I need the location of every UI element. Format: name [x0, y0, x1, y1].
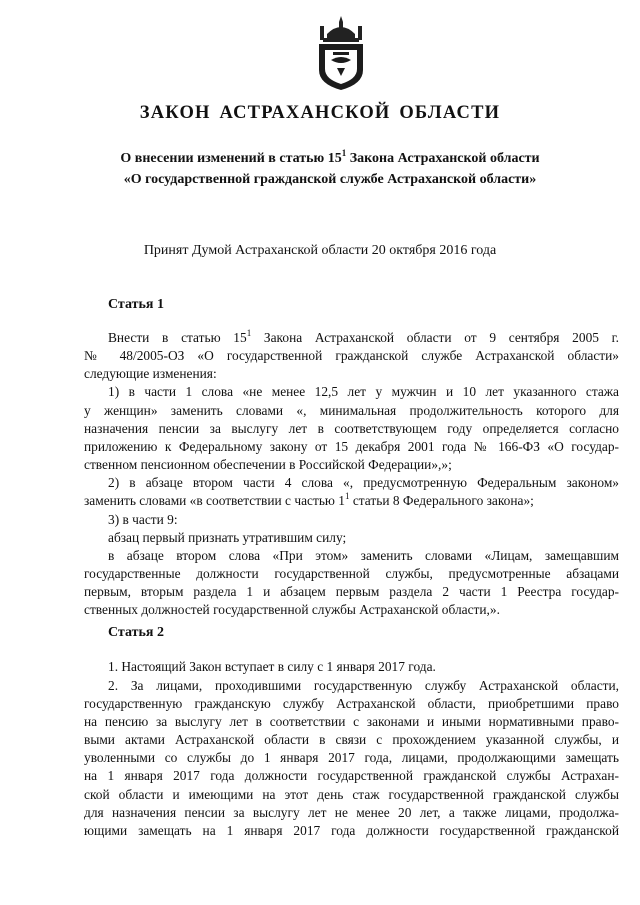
article-1-line: государственные должности государственной службы, предусмотренные абзацами [84, 566, 619, 581]
article-1-line: ственных должностей государственной службы Астраханской области,». [84, 602, 500, 617]
article-2-line: 2. За лицами, проходившими государственную службу Астраханской области, [108, 678, 619, 693]
article-2-line: на 1 января 2017 года должности государственной гражданской службы Астрахан- [84, 768, 619, 783]
article-1-line: ственном пенсионном обеспечении в Российской Федерации»,»; [84, 457, 452, 472]
article-1-line: приложению к Федеральному закону от 15 декабря 2001 года № 166-ФЗ «О государ- [84, 439, 619, 454]
law-title: ЗАКОН АСТРАХАНСКОЙ ОБЛАСТИ [139, 103, 501, 123]
article-2-line: государственную гражданскую службу Астраханской области, приобретшими право [84, 696, 619, 711]
article-1-line: первым, вторым раздела 1 и абзацем первым раздела 2 части 1 Реестра государ- [84, 584, 619, 599]
article-1-line: заменить словами «в соответствии с частью $1^1$ статьи 8 Федерального закона»; [84, 491, 534, 508]
article-1-line: у женщин» заменить словами «, минимальная продолжительность которого для [84, 403, 619, 418]
article-1-line: Внести в статью $15^1$ Закона Астраханской области от 9 сентября 2005 г. [108, 328, 619, 345]
article-2-line: для назначения пенсии за выслугу лет не менее 20 лет, а также лицами, продолжа- [84, 805, 619, 820]
article-2-line: уволенными со службы до 1 января 2017 года, лицами, продолжающими замещать [84, 750, 619, 765]
article-2-line: ской области и имеющими на этот день стаж государственной гражданской службы [84, 787, 619, 802]
article-1-line: № 48/2005-ОЗ «О государственной гражданской службе Астраханской области» [84, 348, 619, 363]
article-1-line: назначения пенсии за выслугу лет в соответствующем году определяется согласно [84, 421, 619, 436]
article-2-line: на пенсию за выслугу лет в соответствии с законами и иными нормативными право- [84, 714, 619, 729]
article-2-line: ющими замещать на 1 января 2017 года должности государственной гражданской [84, 823, 619, 838]
article-2-line: выми актами Астраханской области в связи с прохождением указанной службы, и [84, 732, 619, 747]
article-1-line: абзац первый признать утратившим силу; [108, 530, 347, 545]
astrakhan-coat-of-arms-icon [313, 14, 369, 92]
article-1-line: в абзаце втором слова «При этом» заменить словами «Лицам, замещавшим [108, 548, 619, 563]
article-1-line: 1) в части 1 слова «не менее 12,5 лет у мужчин и 10 лет указанного стажа [108, 384, 619, 399]
article-2-line: 1. Настоящий Закон вступает в силу с 1 января 2017 года. [108, 659, 436, 674]
article-1-line: следующие изменения: [84, 366, 217, 381]
law-subtitle-line-1: О внесении изменений в статью $15^1$ Закона Астраханской области [120, 148, 540, 166]
article-1-heading: Статья 1 [108, 297, 164, 312]
article-2-heading: Статья 2 [108, 625, 164, 640]
article-1-line: 3) в части 9: [108, 512, 178, 527]
article-1-line: 2) в абзаце втором части 4 слова «, предусмотренную Федеральным законом» [108, 475, 619, 490]
adoption-note: Принят Думой Астраханской области 20 октября 2016 года [143, 243, 497, 258]
law-subtitle-line-2: «О государственной гражданской службе Астраханской области» [123, 172, 537, 187]
